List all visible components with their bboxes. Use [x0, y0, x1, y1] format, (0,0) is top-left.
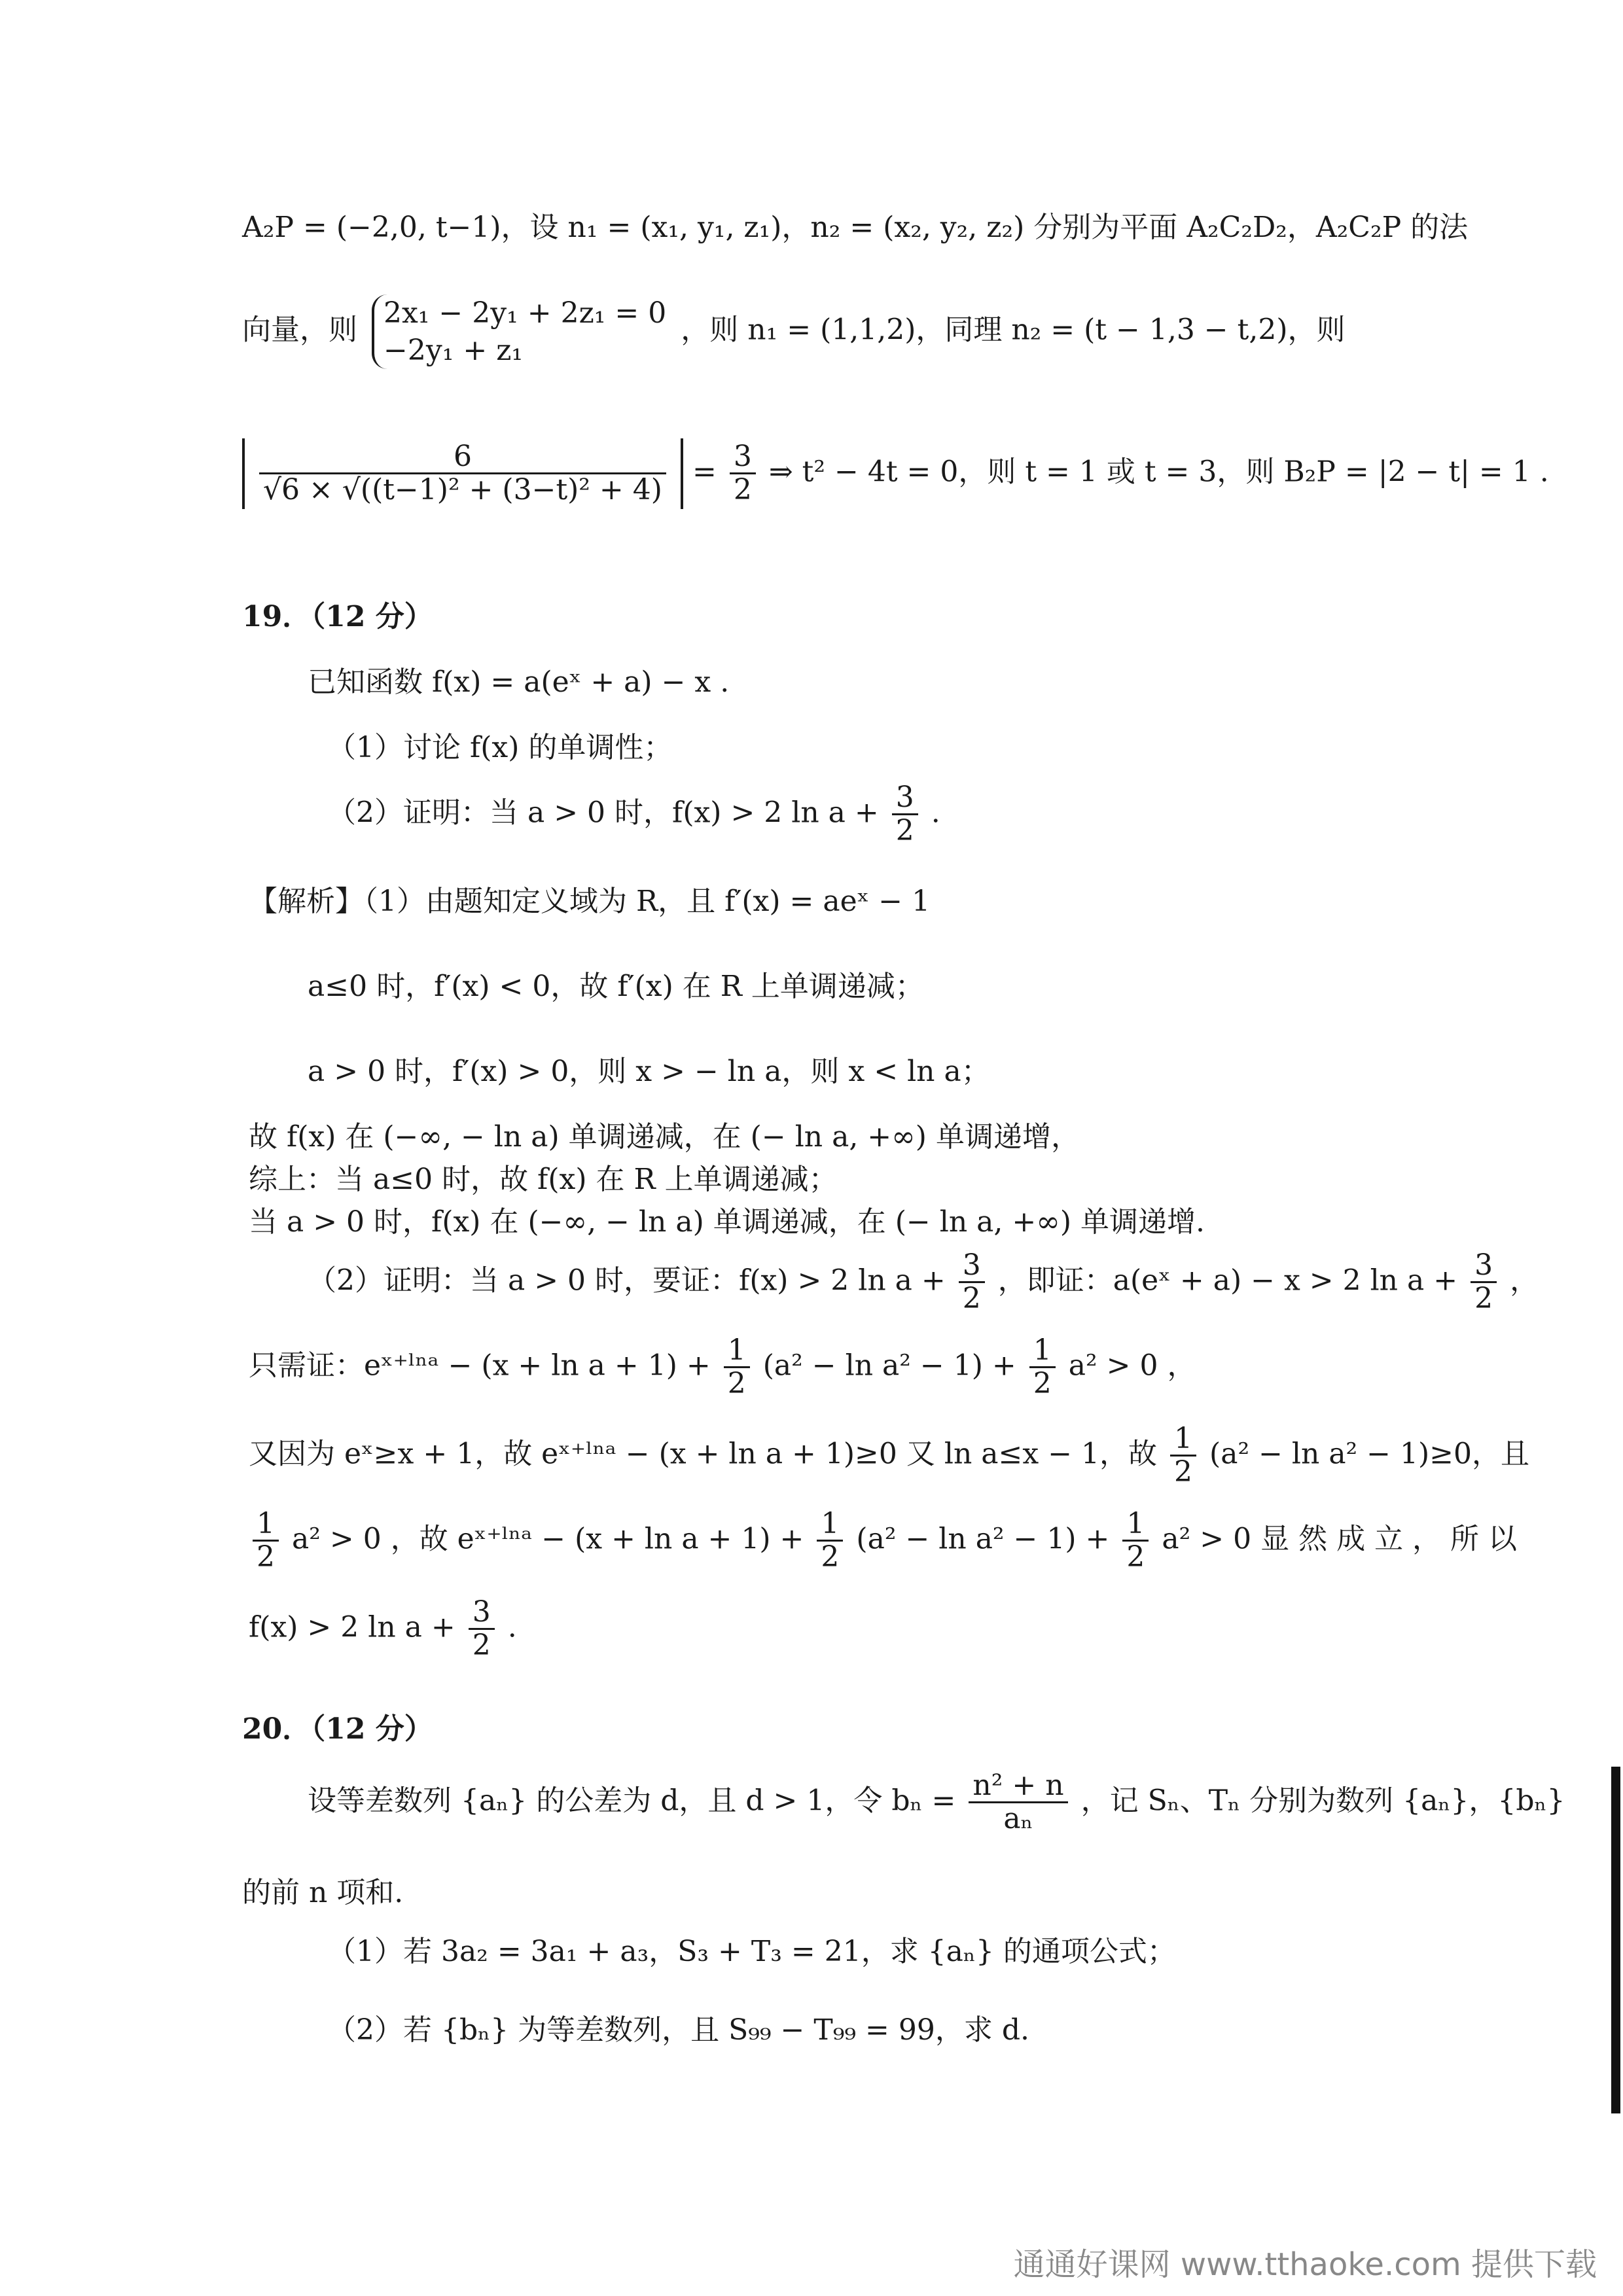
- denominator: 2: [821, 1540, 840, 1574]
- text: ，即证：a(eˣ + a) − x > 2 ln a +: [997, 1263, 1458, 1298]
- solution-19-line-8: [249, 1335, 1196, 1400]
- text: （1）讨论 f(x) 的单调性；: [327, 731, 673, 764]
- solution-line-vectors: [242, 209, 1468, 245]
- numerator: 1: [1122, 1508, 1149, 1542]
- text: ，则 n₁ = (1,1,2)，同理 n₂ = (t − 1,3 − t,2)，则: [681, 313, 1346, 347]
- fraction: [1170, 1423, 1196, 1489]
- question-20-part-2: [327, 2012, 1029, 2048]
- scan-edge-bar: [1611, 1767, 1620, 2113]
- fraction: [959, 1250, 985, 1315]
- text: （2）若 {bₙ} 为等差数列，且 S₉₉ − T₉₉ = 99，求 d.: [327, 2013, 1029, 2047]
- text: （2）证明：当 a > 0 时，要证：f(x) > 2 ln a +: [308, 1263, 946, 1298]
- denominator: 2: [895, 814, 914, 848]
- text: f(x) > 2 ln a +: [249, 1610, 455, 1644]
- numerator: 3: [892, 782, 918, 815]
- text: a² > 0 ，故 eˣ⁺ˡⁿᵃ − (x + ln a + 1) +: [292, 1522, 804, 1556]
- numerator: 6: [259, 441, 666, 474]
- denominator: 2: [1174, 1455, 1193, 1489]
- text: .: [507, 1610, 517, 1644]
- text: 只需证：eˣ⁺ˡⁿᵃ − (x + ln a + 1) +: [249, 1349, 711, 1383]
- fraction: [969, 1770, 1067, 1835]
- question-19-part-1: [327, 730, 672, 766]
- equation-system: [372, 294, 666, 369]
- text: a² > 0 ，: [1068, 1349, 1196, 1383]
- text: 的前 n 项和.: [242, 1876, 404, 1909]
- text: A₂P = (−2,0, t−1)，设 n₁ = (x₁, y₁, z₁)，n₂ = (x₂, y₂, z₂) 分别为平面 A₂C₂D₂，A₂C₂P 的法: [242, 211, 1469, 244]
- denominator: 2: [733, 473, 752, 507]
- denominator: aₙ: [1003, 1802, 1033, 1836]
- denominator: 2: [727, 1367, 746, 1401]
- denominator: 2: [1033, 1367, 1052, 1401]
- numerator: 3: [1471, 1250, 1497, 1283]
- text: 19．（12 分）: [242, 600, 433, 633]
- text: 综上：当 a≤0 时，故 f(x) 在 R 上单调递减；: [249, 1163, 838, 1196]
- text: ⇒ t² − 4t = 0，则 t = 1 或 t = 3，则 B₂P = |2 − t| = 1 .: [768, 455, 1549, 489]
- solution-19-line-1: [249, 883, 930, 919]
- text: 又因为 eˣ≥x + 1，故 eˣ⁺ˡⁿᵃ − (x + ln a + 1)≥0 又 ln a≤x − 1，故: [249, 1437, 1158, 1471]
- question-20-header: [242, 1711, 433, 1747]
- text: 故 f(x) 在 (−∞, − ln a) 单调递减，在 (− ln a, +∞) 单调递增，: [249, 1120, 1080, 1154]
- question-20-stem: [308, 1770, 1565, 1835]
- solution-19-line-11: [249, 1597, 517, 1662]
- numerator: n² + n: [969, 1770, 1067, 1803]
- solution-19-line-9: [249, 1423, 1529, 1489]
- numerator: 1: [1029, 1335, 1056, 1368]
- text: a² > 0 显 然 成 立 ， 所 以: [1162, 1522, 1518, 1556]
- question-19-part-2: （2）证明：当 a > 0 时，f(x) > 2 ln a + $\frac{3}{2}$ .: [327, 781, 940, 848]
- denominator: √6 × √((t−1)² + (3−t)² + 4): [263, 473, 662, 507]
- fraction: [1122, 1508, 1149, 1574]
- text: 已知函数 f(x) = a(eˣ + a) − x .: [308, 665, 730, 699]
- absolute-value: [242, 438, 683, 509]
- numerator: 1: [817, 1508, 843, 1542]
- fraction: [1029, 1335, 1056, 1400]
- solution-19-line-7: （2）证明：当 a > 0 时，要证：f(x) > 2 ln a + $\frac{3}{2}$ ，即证：a(eˣ + a) − x > 2 ln a + $\frac{3}{2}$ ，: [308, 1248, 1539, 1316]
- solution-19-line-4: [249, 1119, 1080, 1155]
- watermark: 通通好课网 www.tthaoke.com 提供下载: [1013, 2246, 1597, 2283]
- denominator: 2: [1126, 1540, 1145, 1574]
- text: 设等差数列 {aₙ} 的公差为 d，且 d > 1，令 bₙ =: [308, 1784, 956, 1818]
- text: (a² − ln a² − 1) +: [762, 1349, 1016, 1383]
- text: 【解析】（1）由题知定义域为 R，且 f′(x) = aeˣ − 1: [249, 885, 931, 918]
- solution-19-line-6: [249, 1204, 1205, 1240]
- solution-line-cosine: [242, 438, 1549, 509]
- fraction: [253, 1508, 279, 1574]
- denominator: 2: [472, 1629, 491, 1663]
- denominator: 2: [257, 1540, 275, 1574]
- denominator: 2: [1474, 1282, 1493, 1316]
- fraction: [1471, 1250, 1497, 1315]
- fraction: [259, 441, 666, 506]
- solution-19-line-10: [249, 1508, 1517, 1574]
- question-20-part-1: [327, 1934, 1176, 1969]
- text: （2）证明：当 a > 0 时，f(x) > 2 ln a +: [327, 796, 879, 830]
- text: a > 0 时，f′(x) > 0，则 x > − ln a，则 x < ln a；: [308, 1055, 990, 1088]
- equation-2: −2y₁ + z₁: [383, 334, 524, 368]
- numerator: 3: [469, 1597, 495, 1630]
- solution-line-system: [242, 294, 1346, 369]
- fraction: [817, 1508, 843, 1574]
- fraction: [724, 1335, 750, 1400]
- text: 20．（12 分）: [242, 1712, 433, 1746]
- equation-1: 2x₁ − 2y₁ + 2z₁ = 0: [383, 296, 667, 330]
- numerator: 1: [253, 1508, 279, 1542]
- solution-19-line-2: [308, 968, 924, 1004]
- text: (a² − ln a² − 1) +: [856, 1522, 1110, 1556]
- text: 当 a > 0 时，f(x) 在 (−∞, − ln a) 单调递减，在 (− ln a, +∞) 单调递增.: [249, 1205, 1205, 1239]
- text: (a² − ln a² − 1)≥0，且: [1209, 1437, 1530, 1471]
- fraction: [892, 782, 918, 847]
- text: （1）若 3a₂ = 3a₁ + a₃，S₃ + T₃ = 21，求 {aₙ} 的通项公式；: [327, 1935, 1176, 1968]
- solution-19-line-5: [249, 1161, 838, 1197]
- text: =: [692, 455, 717, 489]
- question-20-stem-continued: [242, 1875, 403, 1911]
- question-19-header: [242, 599, 433, 635]
- fraction: [469, 1597, 495, 1662]
- denominator: 2: [962, 1282, 981, 1316]
- numerator: 3: [730, 441, 756, 474]
- numerator: 3: [959, 1250, 985, 1283]
- text: a≤0 时，f′(x) < 0，故 f′(x) 在 R 上单调递减；: [308, 970, 924, 1003]
- question-19-stem: [308, 664, 729, 700]
- numerator: 1: [724, 1335, 750, 1368]
- solution-19-line-3: [308, 1053, 990, 1089]
- text: ，记 Sₙ、Tₙ 分别为数列 {aₙ}，{bₙ}: [1080, 1784, 1565, 1818]
- text: 向量，则: [242, 313, 357, 347]
- fraction: [730, 441, 756, 506]
- numerator: 1: [1170, 1423, 1196, 1457]
